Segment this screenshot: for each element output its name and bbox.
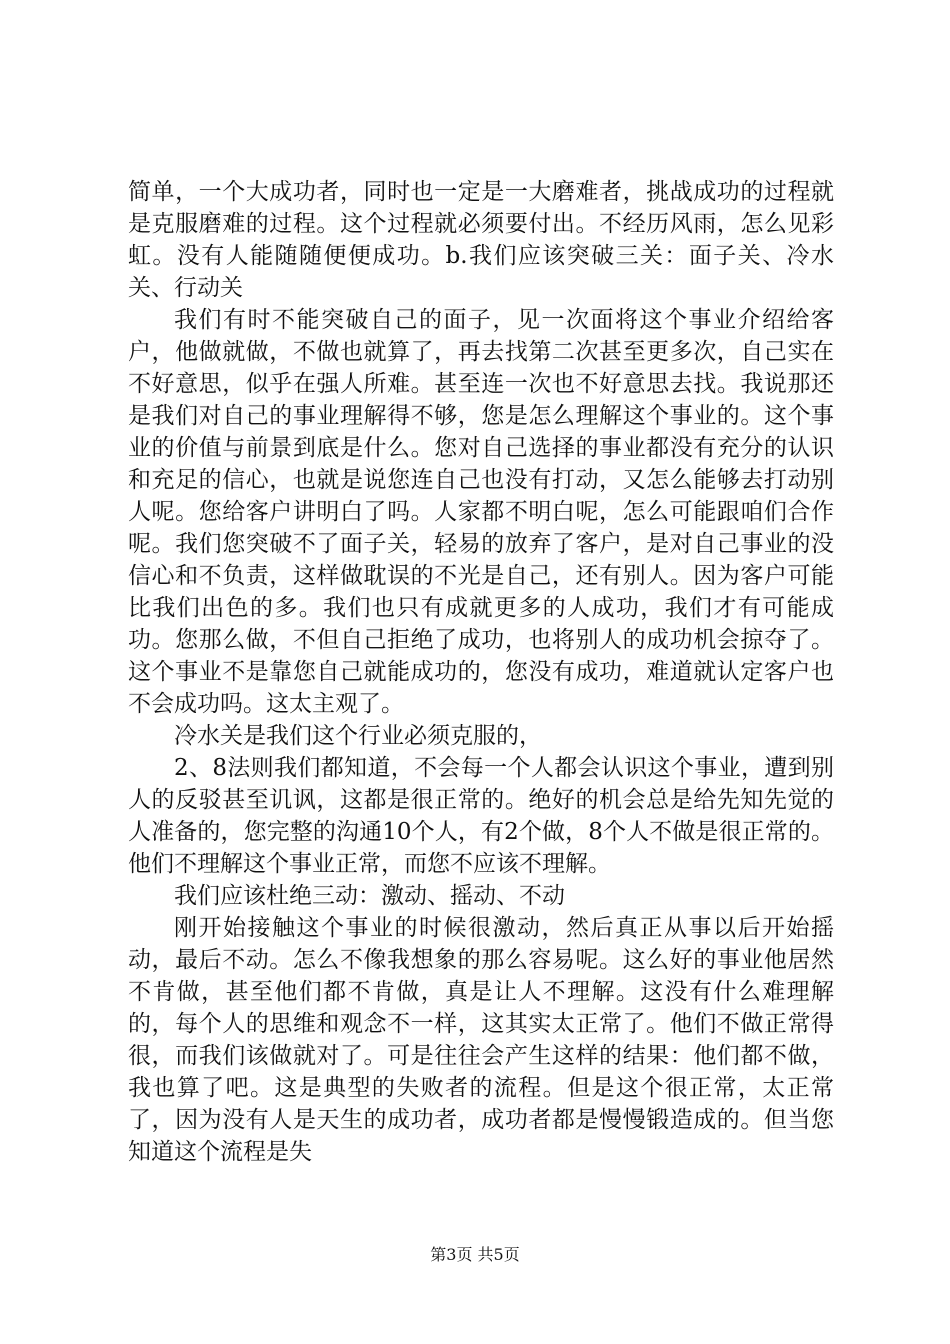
paragraph-cold-water-barrier: 冷水关是我们这个行业必须克服的， [174, 723, 542, 749]
paragraph-face-barrier: 我们有时不能突破自己的面子，见一次面将这个事业介绍给客户，他做就做，不做也就算了，再去找第二次甚至更多次，自己实在不好意思，似乎在强人所难。甚至连一次也不好意思去找。我说那还是我们对自己的事业理解得不够，您是怎么理解这个事业的。这个事业的价值与前景到底是什么。您对自己选择的事业都没有充分的认识和充足的信心，也就是说您连自己也没有打动，又怎么能够去打动别人呢。您给客户讲明白了吗。人家都不明白呢，怎么可能跟咱们合作呢。我们您突破不了面子关，轻易的放弃了客户，是对自己事业的没信心和不负责，这样做耽误的不光是自己，还有别人。因为客户可能比我们出色的多。我们也只有成就更多的人成功，我们才有可能成功。您那么做，不但自己拒绝了成功，也将别人的成功机会掠夺了。这个事业不是靠您自己就能成功的，您没有成功，难道就认定客户也不会成功吗。这太主观了。 [128, 307, 834, 717]
paragraph-three-moves-heading: 我们应该杜绝三动：激动、摇动、不动 [174, 883, 565, 909]
page-footer [0, 1245, 950, 1265]
page-number: 第3页 共5页 [430, 1245, 520, 1264]
paragraph-three-moves-detail: 刚开始接触这个事业的时候很激动，然后真正从事以后开始摇动，最后不动。怎么不像我想象的那么容易呢。这么好的事业他居然不肯做，甚至他们都不肯做，真是让人不理解。这没有什么难理解的，每个人的思维和观念不一样，这其实太正常了。他们不做正常得很，而我们该做就对了。可是往往会产生这样的结果：他们都不做，我也算了吧。这是典型的失败者的流程。但是这个很正常，太正常了，因为没有人是天生的成功者，成功者都是慢慢锻造成的。但当您知道这个流程是失 [128, 915, 834, 1165]
paragraph-two-eight-rule: 2、8法则我们都知道，不会每一个人都会认识这个事业，遭到别人的反驳甚至讥讽，这都是很正常的。绝好的机会总是给先知先觉的人准备的，您完整的沟通10个人，有2个做，8个人不做是很正常的。他们不理解这个事业正常，而您不应该不理解。 [128, 755, 834, 877]
body-text [128, 176, 834, 1168]
paragraph-continuation: 简单，一个大成功者，同时也一定是一大磨难者，挑战成功的过程就是克服磨难的过程。这个过程就必须要付出。不经历风雨，怎么见彩虹。没有人能随随便便成功。b.我们应该突破三关：面子关、冷水关、行动关 [128, 179, 834, 301]
